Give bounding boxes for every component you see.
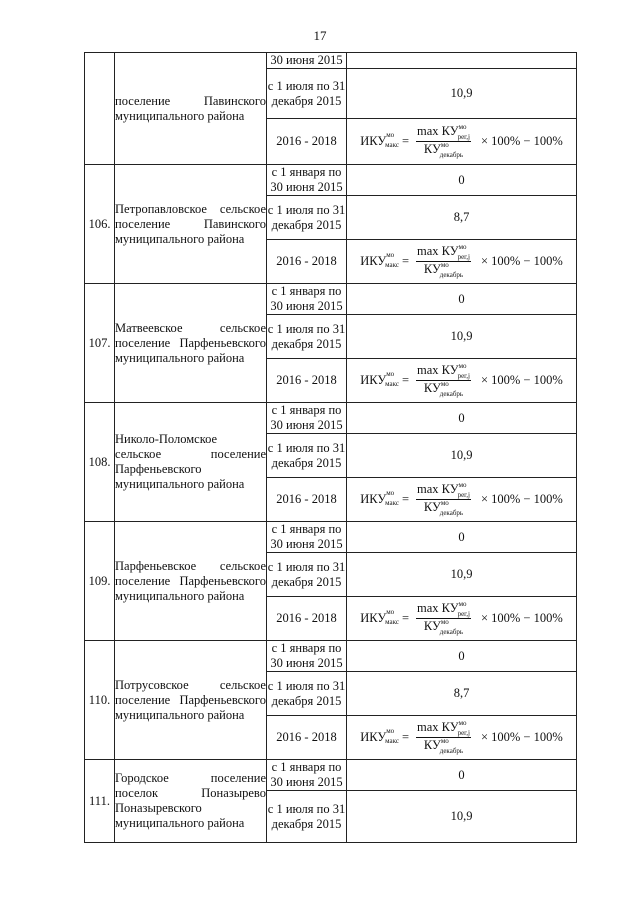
formula-tail: × 100% − 100% xyxy=(480,373,563,387)
period-cell: с 1 января по 30 июня 2015 xyxy=(267,284,347,315)
formula-lhs-sup: мо xyxy=(386,727,395,735)
formula-lhs-sup: мо xyxy=(386,608,395,616)
municipality-name: поселение Павинского муниципального района xyxy=(115,53,267,165)
table-row xyxy=(85,522,577,553)
formula-lhs-sup: мо xyxy=(386,251,395,259)
index-formula xyxy=(347,721,576,754)
period-cell: 2016 - 2018 xyxy=(267,359,347,403)
value-cell: 10,9 xyxy=(347,791,577,843)
period-cell: с 1 июля по 31 декабря 2015 xyxy=(267,196,347,240)
row-number: 109. xyxy=(85,522,115,641)
formula-equals: = xyxy=(401,254,410,268)
value-cell xyxy=(347,478,577,522)
index-formula xyxy=(347,483,576,516)
formula-num-sup: мо xyxy=(458,123,467,131)
municipality-name: Матвеевское сельское поселение Парфеньевского муниципального района xyxy=(115,284,267,403)
formula-lhs-sub: макс xyxy=(385,499,399,507)
formula-tail: × 100% − 100% xyxy=(480,254,563,268)
formula-fraction xyxy=(416,721,471,754)
formula-den-sup: мо xyxy=(440,499,449,507)
formula-lhs-sub: макс xyxy=(385,618,399,626)
value-cell xyxy=(347,240,577,284)
value-cell: 0 xyxy=(347,641,577,672)
row-number: 111. xyxy=(85,760,115,843)
formula-numerator: max КУ xyxy=(417,720,459,734)
formula-num-sub: рег,j xyxy=(457,372,470,380)
formula-num-sub: рег,j xyxy=(457,133,470,141)
formula-denominator: КУ xyxy=(423,142,441,156)
value-cell: 10,9 xyxy=(347,315,577,359)
value-cell: 8,7 xyxy=(347,196,577,240)
formula-denominator: КУ xyxy=(423,619,441,633)
formula-den-sup: мо xyxy=(440,737,449,745)
formula-lhs-sup: мо xyxy=(386,370,395,378)
page-number: 17 xyxy=(313,28,327,43)
index-formula xyxy=(347,602,576,635)
formula-lhs: ИКУ xyxy=(360,492,387,506)
period-cell: с 1 января по 30 июня 2015 xyxy=(267,165,347,196)
period-cell: 2016 - 2018 xyxy=(267,597,347,641)
formula-equals: = xyxy=(401,730,410,744)
table-row xyxy=(85,284,577,315)
formula-equals: = xyxy=(401,611,410,625)
formula-tail: × 100% − 100% xyxy=(480,134,563,148)
formula-den-sup: мо xyxy=(440,261,449,269)
table-row xyxy=(85,403,577,434)
value-cell xyxy=(347,53,577,69)
period-cell: 2016 - 2018 xyxy=(267,119,347,165)
municipality-name: Парфеньевское сельское поселение Парфеньевского муниципального района xyxy=(115,522,267,641)
index-formula xyxy=(347,125,576,158)
table-row xyxy=(85,53,577,69)
formula-numerator: max КУ xyxy=(417,244,459,258)
formula-den-sub: декабрь xyxy=(439,628,464,636)
formula-num-sup: мо xyxy=(458,600,467,608)
period-cell: 2016 - 2018 xyxy=(267,240,347,284)
value-cell: 10,9 xyxy=(347,553,577,597)
row-number: 106. xyxy=(85,165,115,284)
index-formula xyxy=(347,245,576,278)
municipality-name: Николо-Поломское сельское поселение Парфеньевского муниципального района xyxy=(115,403,267,522)
formula-lhs: ИКУ xyxy=(360,611,387,625)
period-cell: с 1 января по 30 июня 2015 xyxy=(267,641,347,672)
formula-denominator: КУ xyxy=(423,381,441,395)
period-cell: с 1 января по 30 июня 2015 xyxy=(267,403,347,434)
value-cell: 0 xyxy=(347,522,577,553)
period-cell: с 1 июля по 31 декабря 2015 xyxy=(267,434,347,478)
period-cell: 2016 - 2018 xyxy=(267,716,347,760)
period-cell: с 1 июля по 31 декабря 2015 xyxy=(267,672,347,716)
index-formula xyxy=(347,364,576,397)
value-cell xyxy=(347,359,577,403)
formula-equals: = xyxy=(401,373,410,387)
formula-num-sup: мо xyxy=(458,481,467,489)
value-cell: 10,9 xyxy=(347,434,577,478)
period-cell: с 1 июля по 31 декабря 2015 xyxy=(267,791,347,843)
table-row xyxy=(85,760,577,791)
formula-denominator: КУ xyxy=(423,262,441,276)
formula-num-sup: мо xyxy=(458,719,467,727)
formula-tail: × 100% − 100% xyxy=(480,611,563,625)
formula-den-sub: декабрь xyxy=(439,509,464,517)
formula-den-sup: мо xyxy=(440,380,449,388)
formula-tail: × 100% − 100% xyxy=(480,492,563,506)
tariff-table xyxy=(84,52,577,843)
formula-lhs: ИКУ xyxy=(360,730,387,744)
value-cell: 0 xyxy=(347,403,577,434)
municipality-name: Потрусовское сельское поселение Парфеньевского муниципального района xyxy=(115,641,267,760)
period-cell: с 1 июля по 31 декабря 2015 xyxy=(267,69,347,119)
period-cell: с 1 июля по 31 декабря 2015 xyxy=(267,315,347,359)
value-cell: 0 xyxy=(347,165,577,196)
formula-num-sub: рег,j xyxy=(457,729,470,737)
formula-equals: = xyxy=(401,134,410,148)
formula-num-sup: мо xyxy=(458,243,467,251)
value-cell xyxy=(347,716,577,760)
municipality-name: Городское поселение поселок Поназырево Поназыревского муниципального района xyxy=(115,760,267,843)
value-cell: 10,9 xyxy=(347,69,577,119)
formula-denominator: КУ xyxy=(423,738,441,752)
formula-num-sub: рег,j xyxy=(457,491,470,499)
formula-den-sup: мо xyxy=(440,618,449,626)
formula-den-sub: декабрь xyxy=(439,390,464,398)
value-cell: 0 xyxy=(347,760,577,791)
formula-lhs-sub: макс xyxy=(385,261,399,269)
value-cell: 0 xyxy=(347,284,577,315)
tariff-table-body xyxy=(85,53,577,843)
formula-denominator: КУ xyxy=(423,500,441,514)
formula-lhs: ИКУ xyxy=(360,134,387,148)
formula-equals: = xyxy=(401,492,410,506)
formula-num-sub: рег,j xyxy=(457,253,470,261)
formula-numerator: max КУ xyxy=(417,601,459,615)
row-number: 108. xyxy=(85,403,115,522)
formula-den-sub: декабрь xyxy=(439,151,464,159)
table-row xyxy=(85,165,577,196)
value-cell xyxy=(347,597,577,641)
formula-lhs: ИКУ xyxy=(360,254,387,268)
formula-lhs-sub: макс xyxy=(385,737,399,745)
formula-lhs-sup: мо xyxy=(386,131,395,139)
formula-lhs-sub: макс xyxy=(385,141,399,149)
formula-den-sup: мо xyxy=(440,141,449,149)
row-number xyxy=(85,53,115,165)
value-cell: 8,7 xyxy=(347,672,577,716)
period-cell: с 1 июля по 31 декабря 2015 xyxy=(267,553,347,597)
period-cell: 30 июня 2015 xyxy=(267,53,347,69)
formula-lhs-sub: макс xyxy=(385,380,399,388)
formula-num-sup: мо xyxy=(458,362,467,370)
table-row xyxy=(85,641,577,672)
value-cell xyxy=(347,119,577,165)
formula-numerator: max КУ xyxy=(417,363,459,377)
formula-den-sub: декабрь xyxy=(439,271,464,279)
municipality-name: Петропавловское сельское поселение Павинского муниципального района xyxy=(115,165,267,284)
formula-lhs-sup: мо xyxy=(386,489,395,497)
row-number: 110. xyxy=(85,641,115,760)
formula-fraction xyxy=(416,483,471,516)
formula-fraction xyxy=(416,602,471,635)
formula-tail: × 100% − 100% xyxy=(480,730,563,744)
formula-fraction xyxy=(416,364,471,397)
formula-num-sub: рег,j xyxy=(457,610,470,618)
formula-fraction xyxy=(416,125,471,158)
formula-fraction xyxy=(416,245,471,278)
formula-lhs: ИКУ xyxy=(360,373,387,387)
formula-numerator: max КУ xyxy=(417,482,459,496)
period-cell: с 1 января по 30 июня 2015 xyxy=(267,760,347,791)
formula-den-sub: декабрь xyxy=(439,747,464,755)
formula-numerator: max КУ xyxy=(417,124,459,138)
row-number: 107. xyxy=(85,284,115,403)
period-cell: с 1 января по 30 июня 2015 xyxy=(267,522,347,553)
period-cell: 2016 - 2018 xyxy=(267,478,347,522)
